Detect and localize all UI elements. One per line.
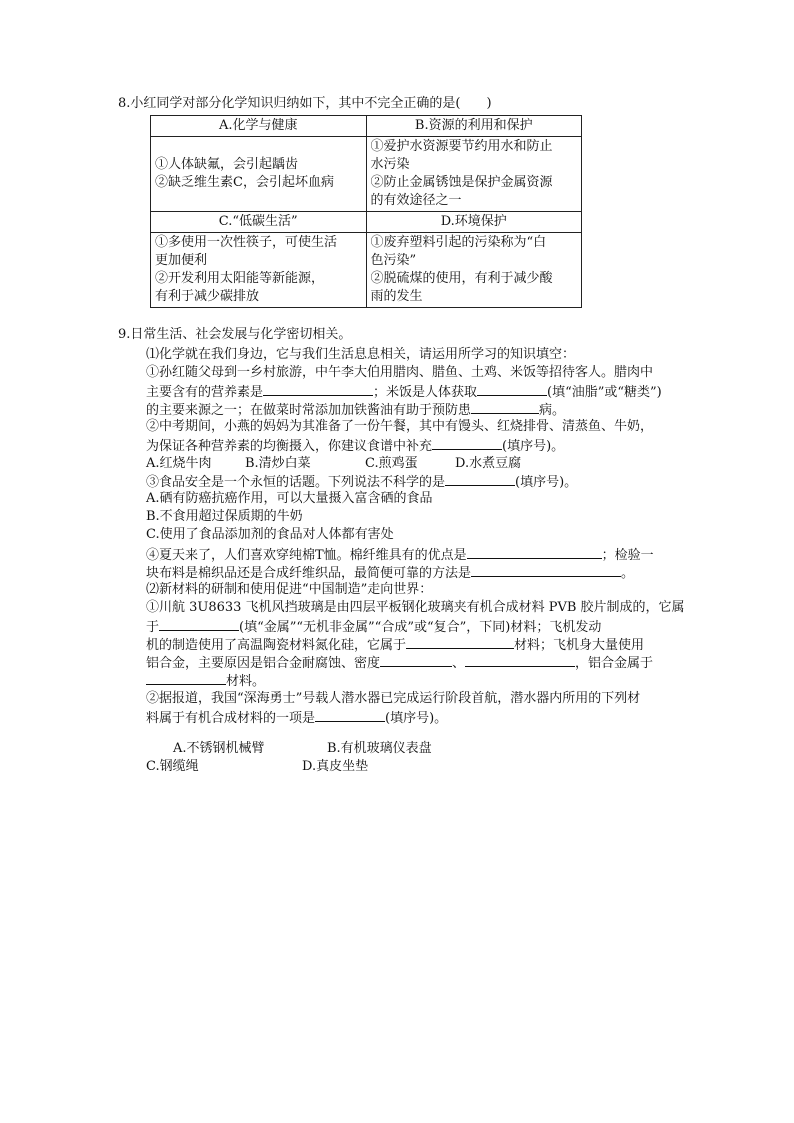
cell-a-line: ①人体缺氟，会引起龋齿	[155, 157, 299, 172]
answer-blank[interactable]	[380, 653, 452, 667]
cell-b-line: ①爱护水资源要节约用水和防止	[370, 139, 553, 154]
part-2-option-d: D.真皮坐垫	[302, 759, 369, 774]
question-8-stem: 8.小红同学对部分化学知识归纳如下，其中不完全正确的是( )	[118, 96, 492, 111]
item-3-option-c: C.使用了食品添加剂的食品对人体都有害处	[146, 527, 394, 542]
item-1-line-2	[146, 382, 662, 402]
answer-blank[interactable]	[467, 545, 602, 559]
text: 为保证各种营养素的均衡摄入，你建议食谱中补充	[146, 439, 433, 454]
item-4-line-2	[146, 563, 634, 583]
text: (填“金属”“无机非金属”“合成”或“复合”，下同)材料；飞机发动	[239, 620, 602, 635]
answer-blank[interactable]	[263, 382, 373, 396]
answer-blank[interactable]	[146, 671, 226, 685]
item-2-line-1: ②中考期间，小燕的妈妈为其准备了一份午餐，其中有馒头、红烧排骨、清蒸鱼、牛奶，	[146, 419, 654, 434]
text: 铝合金，主要原因是铝合金耐腐蚀、密度	[146, 656, 381, 671]
part-2-item-1-line-2	[146, 617, 601, 637]
text: 料属于有机合成材料的一项是	[146, 711, 316, 726]
answer-blank[interactable]	[477, 382, 547, 396]
text: ，铝合金属于	[575, 656, 654, 671]
text: (填序号)。	[385, 711, 448, 726]
cell-b-line: 水污染	[370, 157, 410, 172]
item-1-line-1: ①孙红随父母到一乡村旅游，中午李大伯用腊肉、腊鱼、土鸡、米饭等招待客人。腊肉中	[146, 365, 654, 380]
cell-c-line: ①多使用一次性筷子，可使生活	[155, 235, 338, 250]
part-2-option-a: A.不锈钢机械臂	[173, 741, 265, 756]
cell-c-line: 有利于减少碳排放	[155, 289, 260, 304]
cell-d-body	[366, 233, 582, 308]
question-9-stem: 9.日常生活、社会发展与化学密切相关。	[118, 327, 352, 342]
part-1-intro: ⑴化学就在我们身边，它与我们生活息息相关，请运用所学习的知识填空：	[146, 347, 576, 362]
part-2-option-c: C.钢缆绳	[146, 759, 199, 774]
answer-blank[interactable]	[445, 472, 515, 486]
option-c: C.煎鸡蛋	[365, 456, 418, 471]
part-2-option-b: B.有机玻璃仪表盘	[327, 741, 432, 756]
text: (填序号)。	[502, 439, 565, 454]
cell-c-title: C.“低碳生活”	[151, 212, 367, 233]
cell-b-body	[366, 137, 582, 212]
cell-d-line: 雨的发生	[370, 289, 423, 304]
cell-c-line: ②开发利用太阳能等新能源，	[155, 271, 325, 286]
option-d: D.水煮豆腐	[455, 456, 522, 471]
cell-b-line: ②防止金属锈蚀是保护金属资源	[370, 175, 553, 190]
cell-d-title: D.环境保护	[366, 212, 582, 233]
answer-blank[interactable]	[432, 436, 502, 450]
part-2-intro: ⑵新材料的研制和使用促进“中国制造”走向世界：	[146, 582, 433, 597]
cell-a-body	[151, 137, 367, 212]
text: 。	[621, 566, 635, 581]
text: ④夏天来了，人们喜欢穿纯棉T恤。棉纤维具有的优点是	[146, 548, 467, 563]
item-3-option-b: B.不食用超过保质期的牛奶	[146, 509, 303, 524]
text: ③食品安全是一个永恒的话题。下列说法不科学的是	[146, 475, 446, 490]
text: 块布料是棉织品还是合成纤维织品，最简便可靠的方法是	[146, 566, 472, 581]
cell-b-line: 的有效途径之一	[370, 193, 462, 208]
cell-d-line: 色污染”	[370, 253, 417, 268]
text: 的主要来源之一；在做菜时常添加加铁酱油有助于预防患	[146, 403, 472, 418]
text: 主要含有的营养素是	[146, 385, 264, 400]
option-b: B.清炒白菜	[245, 456, 311, 471]
item-1-line-3	[146, 400, 565, 420]
text: ；米饭是人体获取	[373, 385, 478, 400]
part-2-item-1-line-1: ①川航 3U8633 飞机风挡玻璃是由四层平板钢化玻璃夹有机合成材料 PVB 胶片制成的，它属	[146, 600, 685, 615]
option-a: A.红烧牛肉	[146, 456, 212, 471]
cell-c-body	[151, 233, 367, 308]
text: 病。	[539, 403, 566, 418]
item-2-line-2	[146, 436, 564, 456]
answer-blank[interactable]	[159, 617, 239, 631]
answer-blank[interactable]	[465, 653, 575, 667]
cell-b-title: B.资源的利用和保护	[366, 116, 582, 137]
answer-blank[interactable]	[471, 563, 621, 577]
part-2-item-1-line-3	[146, 635, 644, 655]
text: 于	[146, 620, 160, 635]
text: 机的制造使用了高温陶瓷材料氮化硅，它属于	[146, 638, 407, 653]
cell-a-line: ②缺乏维生素C，会引起坏血病	[155, 175, 334, 190]
cell-c-line: 更加便利	[155, 253, 208, 268]
text: 材料。	[226, 674, 266, 689]
item-4-line-1	[146, 545, 654, 565]
part-2-item-1-line-5	[146, 671, 265, 691]
text: (填序号)。	[515, 475, 578, 490]
answer-blank[interactable]	[471, 400, 539, 414]
question-8-table	[150, 115, 582, 308]
part-2-item-2-line-1: ②据报道，我国“深海勇士”号载人潜水器已完成运行阶段首航，潜水器内所用的下列材	[146, 691, 641, 706]
answer-blank[interactable]	[406, 635, 514, 649]
cell-d-line: ①废弃塑料引起的污染称为“白	[370, 235, 547, 250]
part-2-item-1-line-4	[146, 653, 653, 673]
item-3-option-a: A.硒有防癌抗癌作用，可以大量摄入富含硒的食品	[146, 491, 433, 506]
answer-blank[interactable]	[315, 708, 385, 722]
text: (填“油脂”或“糖类”)	[547, 385, 662, 400]
cell-a-title: A.化学与健康	[151, 116, 367, 137]
text: ；检验一	[601, 548, 654, 563]
part-2-item-2-line-2	[146, 708, 447, 728]
text: 材料；飞机身大量使用	[514, 638, 645, 653]
text: 、	[452, 656, 466, 671]
cell-d-line: ②脱硫煤的使用，有利于减少酸	[370, 271, 553, 286]
item-3-line-1	[146, 472, 577, 492]
